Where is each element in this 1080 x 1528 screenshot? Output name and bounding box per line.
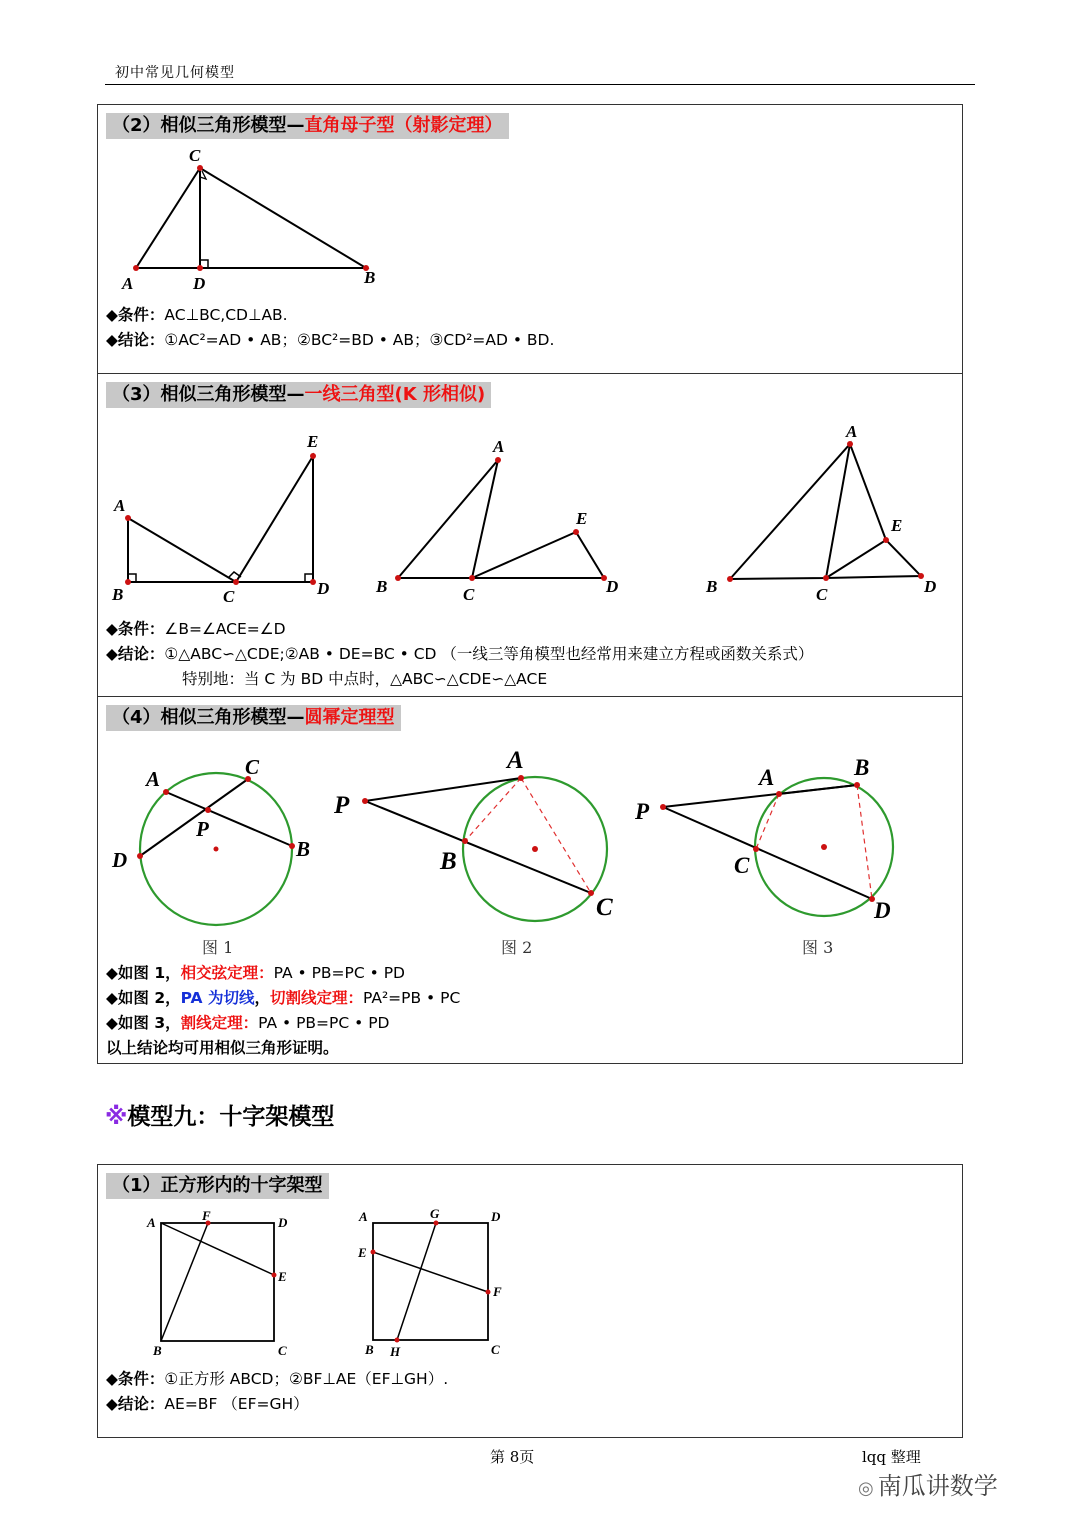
svg-text:C: C [223,587,235,606]
svg-text:A: A [114,496,126,515]
label-d: D [193,274,206,293]
model-nine-heading: ※模型九：十字架模型 [105,1104,335,1130]
label-c: C [189,146,201,165]
header-rule [105,84,975,85]
svg-text:A: A [493,437,505,456]
svg-text:B: B [854,755,870,780]
svg-text:C: C [816,585,828,604]
page-number: 第 8页 [490,1448,535,1466]
section-title: （4）相似三角形模型—圆幂定理型 [106,705,401,731]
svg-text:B: B [440,848,457,875]
section-title: （2）相似三角形模型—直角母子型（射影定理） [106,113,509,139]
special-case-line: 特别地：当 C 为 BD 中点时，△ABC∽△CDE∽△ACE [182,670,548,688]
svg-text:B: B [706,577,718,596]
svg-text:A: A [846,422,858,441]
svg-text:D: D [112,848,128,872]
svg-text:F: F [202,1208,211,1223]
right-triangle-figure [98,105,964,305]
conclusion-line: ◆结论：①AC²=AD • AB；②BC²=BD • AB；③CD²=AD • BD. [106,331,555,349]
svg-text:E: E [278,1269,287,1284]
svg-text:D: D [874,898,891,923]
svg-text:G: G [430,1206,440,1221]
section-right-triangle-panel [97,104,963,374]
section-k-shape-panel [97,373,963,697]
label-b: B [364,268,376,287]
wechat-icon: ◎ [858,1478,874,1499]
svg-text:B: B [365,1342,374,1357]
svg-text:D: D [924,577,937,596]
svg-text:C: C [278,1343,287,1358]
circle-figures [98,697,964,937]
condition-line: ◆条件：∠B=∠ACE=∠D [106,620,286,638]
svg-text:D: D [317,579,330,598]
section-cross-square-panel [97,1164,963,1438]
credit-text: lqq 整理 [862,1448,921,1466]
svg-text:C: C [734,853,750,878]
svg-text:C: C [596,894,613,921]
header-title: 初中常见几何模型 [115,65,235,81]
svg-text:H: H [390,1344,401,1359]
cross-square-figures [98,1165,964,1365]
k-shape-figures [98,374,964,614]
svg-text:A: A [507,747,524,774]
svg-text:P: P [334,792,350,819]
section-title: （1）正方形内的十字架型 [106,1173,329,1199]
theorem-line-2: ◆如图 2，PA 为切线，切割线定理：PA²=PB • PC [106,989,461,1007]
condition-line: ◆条件：AC⊥BC,CD⊥AB. [106,306,288,324]
theorem-line-1: ◆如图 1，相交弦定理：PA • PB=PC • PD [106,964,405,982]
svg-text:C: C [491,1342,500,1357]
section-title: （3）相似三角形模型—一线三角型(K 形相似) [106,382,491,408]
conclusion-line: ◆结论：AE=BF （EF=GH） [106,1395,309,1413]
svg-text:B: B [153,1343,162,1358]
figure-2-caption: 图 2 [501,938,533,957]
svg-text:B: B [296,837,311,861]
svg-text:B: B [376,577,388,596]
svg-text:F: F [493,1284,502,1299]
proof-note: 以上结论均可用相似三角形证明。 [106,1039,339,1057]
svg-text:P: P [635,799,650,824]
condition-line: ◆条件：①正方形 ABCD；②BF⊥AE（EF⊥GH）. [106,1370,449,1388]
svg-text:D: D [491,1209,501,1224]
svg-text:E: E [307,432,319,451]
conclusion-line: ◆结论：①△ABC∽△CDE;②AB • DE=BC • CD （一线三等角模型也经常用来建立方程或函数关系式） [106,645,814,663]
svg-text:C: C [463,585,475,604]
section-power-of-point-panel [97,696,963,1064]
figure-3-caption: 图 3 [802,938,834,957]
watermark: ◎ 南瓜讲数学 [858,1472,998,1500]
label-a: A [122,274,134,293]
svg-text:A: A [759,765,775,790]
svg-text:A: A [146,767,161,791]
svg-text:C: C [245,755,260,779]
svg-text:D: D [278,1215,288,1230]
svg-text:E: E [358,1245,367,1260]
svg-text:A: A [359,1209,368,1224]
svg-text:E: E [576,509,588,528]
svg-text:B: B [112,585,124,604]
svg-text:E: E [891,516,903,535]
svg-text:A: A [147,1215,156,1230]
figure-1-caption: 图 1 [202,938,234,957]
theorem-line-3: ◆如图 3，割线定理：PA • PB=PC • PD [106,1014,390,1032]
svg-text:D: D [606,577,619,596]
svg-text:P: P [196,817,209,841]
